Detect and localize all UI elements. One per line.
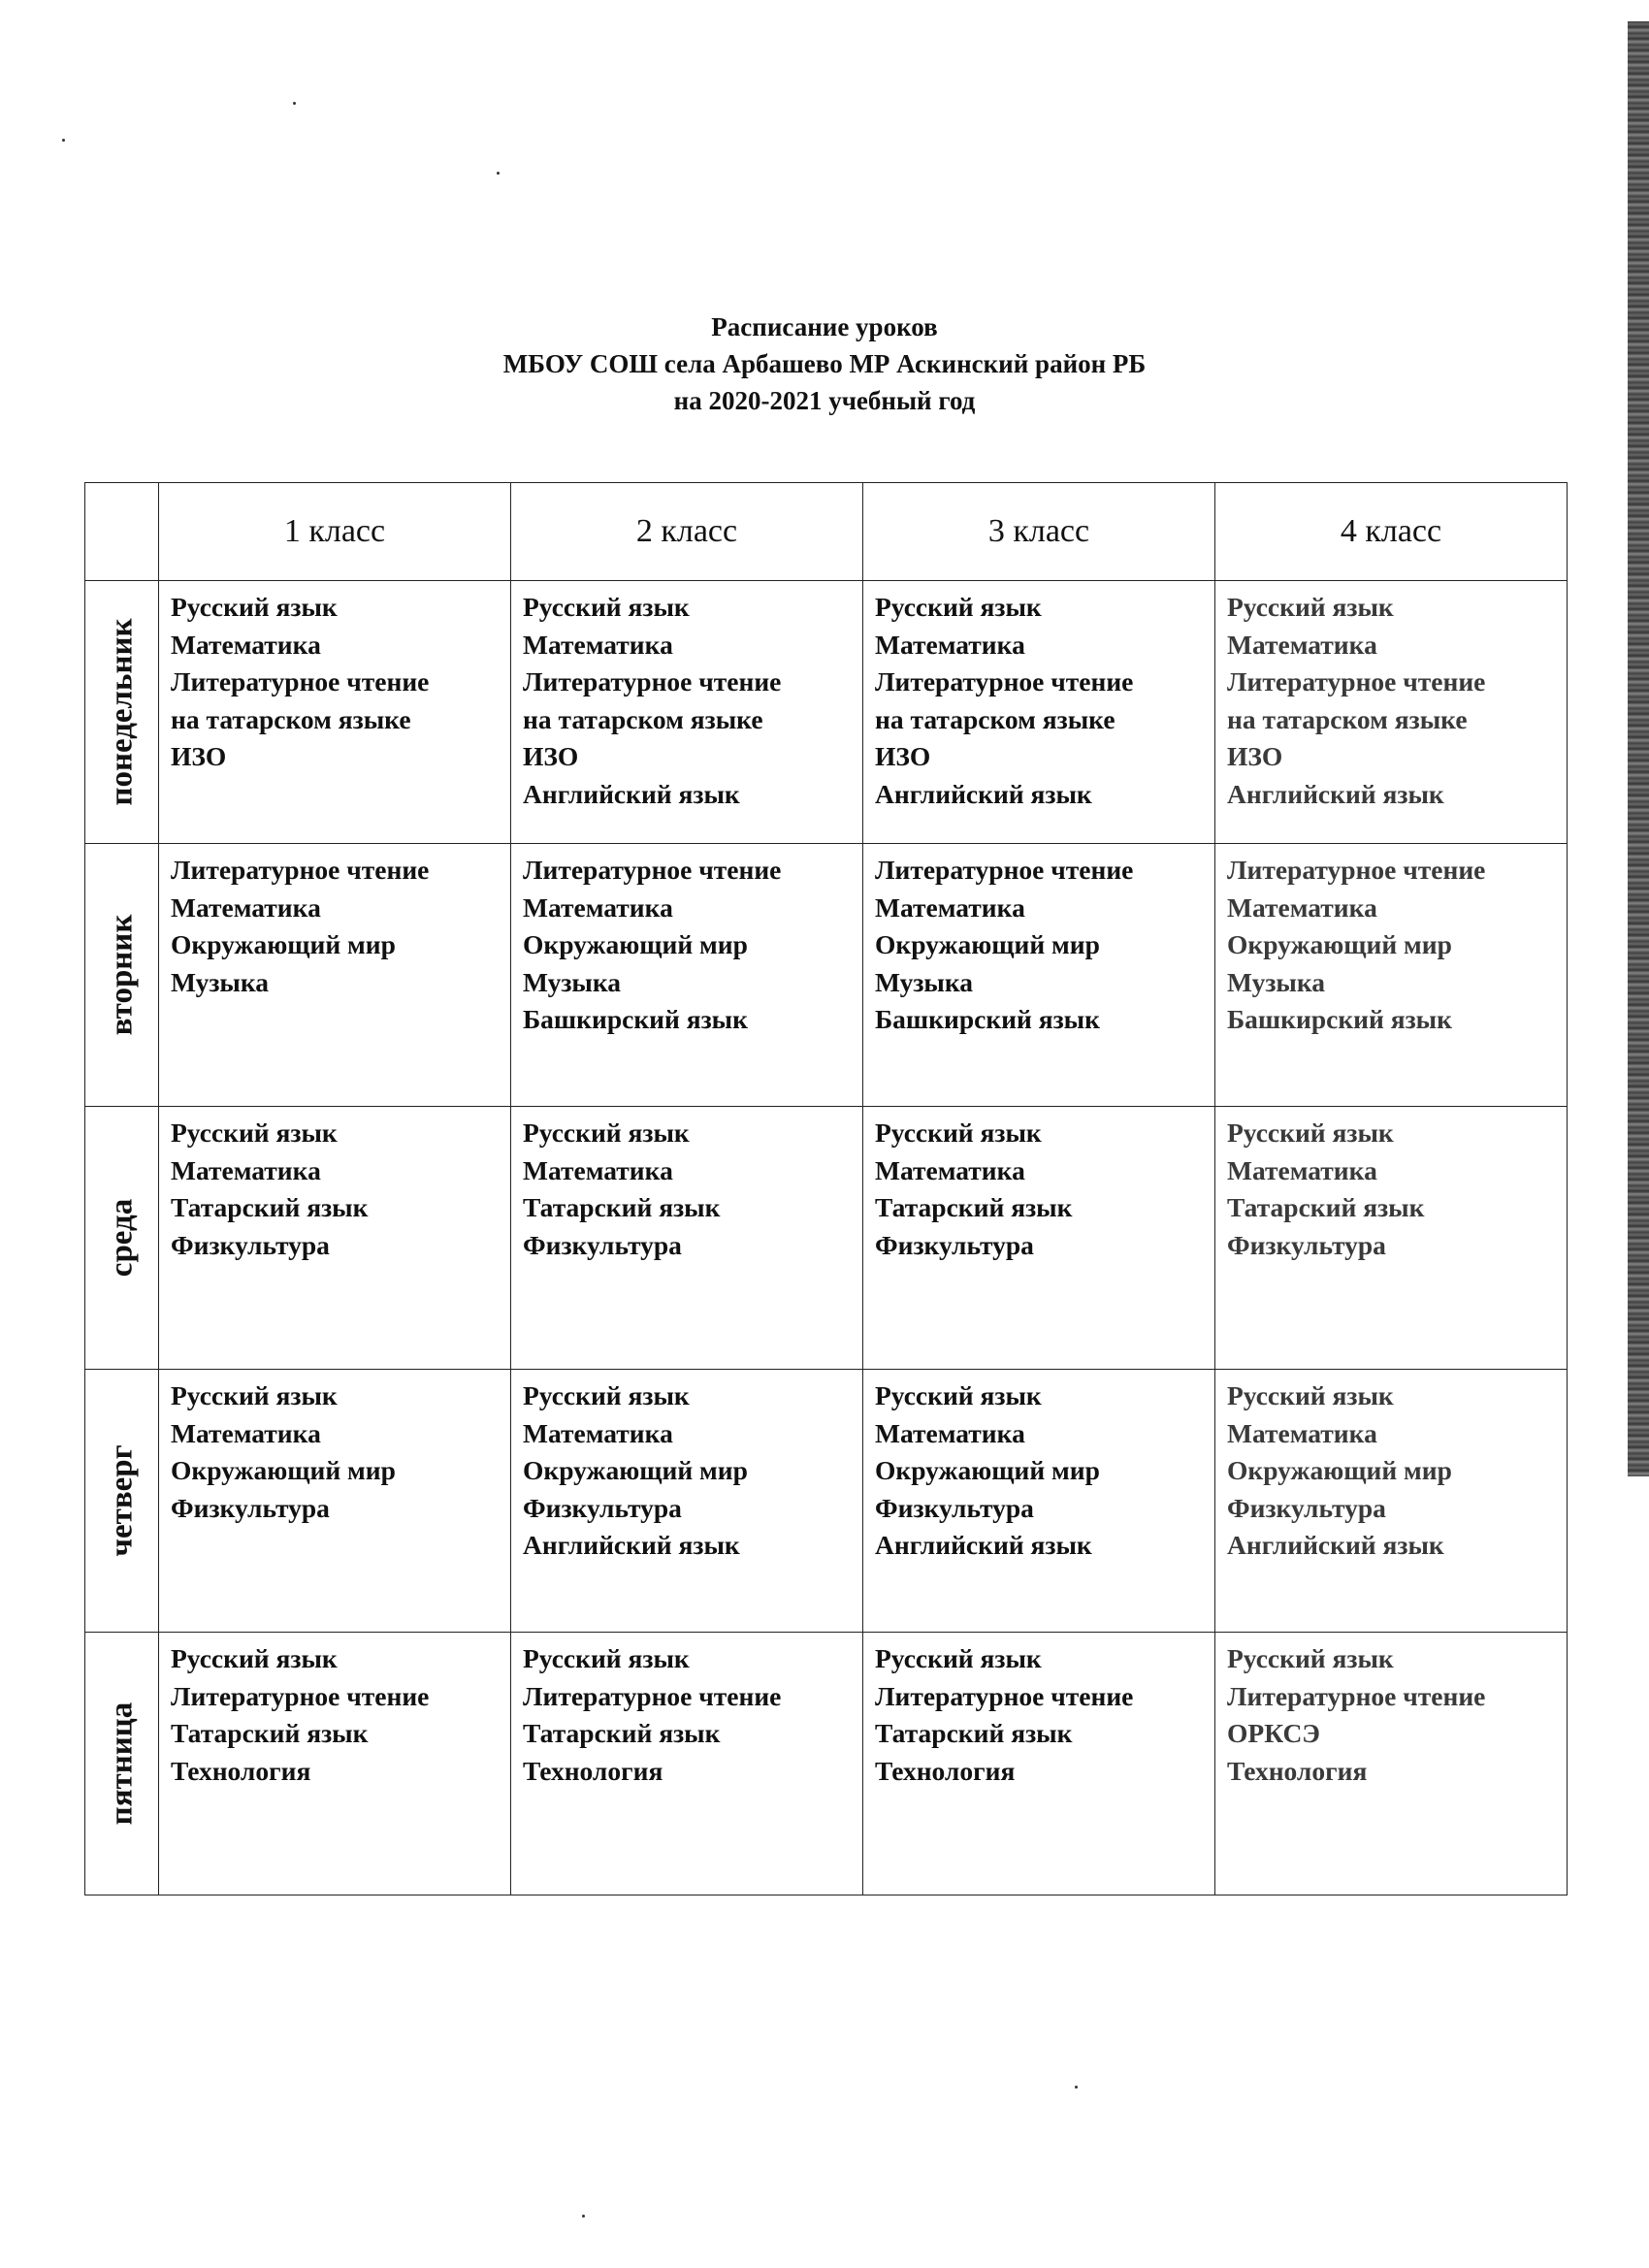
lesson-item: на татарском языке <box>171 703 411 734</box>
lesson-cell <box>159 1370 511 1633</box>
lesson-item: Английский язык <box>875 778 1092 809</box>
lesson-item: Литературное чтение <box>171 666 430 697</box>
lesson-item: Литературное чтение <box>1227 1680 1486 1711</box>
lesson-item: Окружающий мир <box>1227 929 1452 959</box>
lesson-item: Технология <box>171 1755 311 1786</box>
lesson-item: ИЗО <box>523 741 579 771</box>
lesson-item: Литературное чтение <box>875 855 1134 885</box>
lesson-item: Технология <box>523 1755 663 1786</box>
schedule-table <box>84 482 1568 1895</box>
lesson-item: Музыка <box>523 966 622 997</box>
lesson-item: ИЗО <box>171 741 227 771</box>
day-row <box>85 844 1568 1107</box>
day-label: четверг <box>104 1444 139 1557</box>
lesson-item: Русский язык <box>523 1643 690 1673</box>
lesson-item: Английский язык <box>1227 1530 1444 1560</box>
title-line-3: на 2020-2021 учебный год <box>673 386 976 415</box>
lesson-item: Литературное чтение <box>523 855 782 885</box>
lesson-item: Русский язык <box>1227 592 1394 622</box>
day-row <box>85 1107 1568 1370</box>
lesson-item: Математика <box>875 629 1025 660</box>
lesson-item: Математика <box>171 629 321 660</box>
scan-speck <box>293 102 296 105</box>
lesson-cell <box>159 1107 511 1370</box>
lesson-item: Математика <box>875 1154 1025 1185</box>
lesson-item: ИЗО <box>875 741 931 771</box>
lesson-item: Татарский язык <box>171 1718 369 1748</box>
lesson-item: Русский язык <box>1227 1118 1394 1148</box>
lesson-cell <box>1215 844 1568 1107</box>
lesson-item: на татарском языке <box>523 703 763 734</box>
lesson-item: Татарский язык <box>1227 1192 1425 1222</box>
class-header: 1 класс <box>159 483 511 581</box>
lesson-item: Русский язык <box>171 592 338 622</box>
lesson-cell <box>1215 1633 1568 1895</box>
lesson-item: Математика <box>1227 1154 1377 1185</box>
lesson-item: Русский язык <box>875 1643 1042 1673</box>
lesson-item: Литературное чтение <box>1227 855 1486 885</box>
day-cell <box>85 1370 159 1633</box>
lesson-item: Физкультура <box>523 1229 682 1260</box>
day-row <box>85 1633 1568 1895</box>
lesson-item: Татарский язык <box>523 1192 721 1222</box>
lesson-item: Литературное чтение <box>523 1680 782 1711</box>
lesson-item: Математика <box>171 1417 321 1448</box>
lesson-item: Математика <box>1227 1417 1377 1448</box>
day-label: вторник <box>104 914 139 1036</box>
lesson-item: Окружающий мир <box>875 929 1100 959</box>
lesson-item: Английский язык <box>875 1530 1092 1560</box>
day-cell <box>85 1633 159 1895</box>
lesson-item: Окружающий мир <box>523 1455 748 1485</box>
day-label: среда <box>104 1198 139 1278</box>
lesson-item: ОРКСЭ <box>1227 1718 1320 1748</box>
lesson-cell <box>1215 581 1568 844</box>
lesson-cell <box>863 844 1215 1107</box>
lesson-item: Английский язык <box>523 778 740 809</box>
lesson-item: Русский язык <box>875 1380 1042 1410</box>
lesson-cell <box>1215 1370 1568 1633</box>
lesson-item: Окружающий мир <box>171 929 396 959</box>
lesson-cell <box>511 581 863 844</box>
lesson-item: Математика <box>523 629 673 660</box>
class-header: 2 класс <box>511 483 863 581</box>
lesson-item: Музыка <box>171 966 270 997</box>
scan-speck <box>1075 2086 1078 2089</box>
class-header: 4 класс <box>1215 483 1568 581</box>
lesson-item: Русский язык <box>523 592 690 622</box>
lesson-item: Музыка <box>1227 966 1326 997</box>
lesson-cell <box>863 1107 1215 1370</box>
lesson-item: Математика <box>875 891 1025 923</box>
scan-speck <box>497 172 500 175</box>
lesson-item: Математика <box>875 1417 1025 1448</box>
lesson-item: Математика <box>523 1417 673 1448</box>
lesson-cell <box>159 844 511 1107</box>
document-title <box>0 308 1649 419</box>
lesson-item: Литературное чтение <box>171 1680 430 1711</box>
lesson-item: Литературное чтение <box>1227 666 1486 697</box>
lesson-item: Физкультура <box>1227 1229 1386 1260</box>
lesson-cell <box>159 581 511 844</box>
lesson-item: Физкультура <box>171 1492 330 1523</box>
lesson-item: Технология <box>875 1755 1016 1786</box>
class-header-row <box>85 483 1568 581</box>
day-row <box>85 581 1568 844</box>
lesson-item: Русский язык <box>523 1118 690 1148</box>
lesson-item: Математика <box>171 891 321 923</box>
lesson-item: Русский язык <box>171 1380 338 1410</box>
lesson-item: Русский язык <box>1227 1643 1394 1673</box>
lesson-item: Русский язык <box>171 1118 338 1148</box>
lesson-item: на татарском языке <box>1227 703 1468 734</box>
lesson-item: Английский язык <box>523 1530 740 1560</box>
lesson-item: Литературное чтение <box>875 1680 1134 1711</box>
lesson-item: Литературное чтение <box>171 855 430 885</box>
lesson-item: Математика <box>1227 629 1377 660</box>
day-cell <box>85 1107 159 1370</box>
lesson-item: Физкультура <box>875 1492 1034 1523</box>
lesson-item: Татарский язык <box>523 1718 721 1748</box>
lesson-item: Математика <box>523 1154 673 1185</box>
lesson-cell <box>863 1633 1215 1895</box>
lesson-item: Татарский язык <box>875 1718 1073 1748</box>
lesson-item: Окружающий мир <box>875 1455 1100 1485</box>
lesson-item: Татарский язык <box>875 1192 1073 1222</box>
lesson-cell <box>863 581 1215 844</box>
lesson-item: Технология <box>1227 1755 1368 1786</box>
lesson-item: Окружающий мир <box>171 1455 396 1485</box>
lesson-item: Физкультура <box>171 1229 330 1260</box>
lesson-item: Окружающий мир <box>1227 1455 1452 1485</box>
lesson-item: Литературное чтение <box>523 666 782 697</box>
lesson-cell <box>511 1370 863 1633</box>
scan-speck <box>62 139 65 142</box>
lesson-item: ИЗО <box>1227 741 1283 771</box>
lesson-item: на татарском языке <box>875 703 1116 734</box>
lesson-item: Татарский язык <box>171 1192 369 1222</box>
lesson-item: Русский язык <box>875 1118 1042 1148</box>
lesson-item: Башкирский язык <box>1227 1004 1452 1034</box>
lesson-item: Математика <box>523 891 673 923</box>
lesson-item: Физкультура <box>523 1492 682 1523</box>
lesson-item: Музыка <box>875 966 974 997</box>
day-cell <box>85 844 159 1107</box>
lesson-item: Русский язык <box>1227 1380 1394 1410</box>
scan-speck <box>582 2215 585 2218</box>
lesson-item: Английский язык <box>1227 778 1444 809</box>
lesson-item: Русский язык <box>523 1380 690 1410</box>
lesson-item: Башкирский язык <box>875 1004 1100 1034</box>
title-line-2: МБОУ СОШ села Арбашево МР Аскинский район РБ <box>502 349 1147 378</box>
day-cell <box>85 581 159 844</box>
day-label: понедельник <box>104 618 139 806</box>
lesson-item: Окружающий мир <box>523 929 748 959</box>
lesson-item: Физкультура <box>875 1229 1034 1260</box>
lesson-cell <box>863 1370 1215 1633</box>
day-label: пятница <box>104 1701 139 1826</box>
scan-edge-artifact <box>1628 21 1649 1476</box>
lesson-item: Русский язык <box>171 1643 338 1673</box>
corner-cell <box>85 483 159 581</box>
lesson-cell <box>511 844 863 1107</box>
lesson-item: Башкирский язык <box>523 1004 748 1034</box>
lesson-item: Математика <box>1227 891 1377 923</box>
lesson-item: Литературное чтение <box>875 666 1134 697</box>
lesson-cell <box>511 1633 863 1895</box>
class-header: 3 класс <box>863 483 1215 581</box>
lesson-cell <box>159 1633 511 1895</box>
lesson-cell <box>1215 1107 1568 1370</box>
lesson-item: Русский язык <box>875 592 1042 622</box>
lesson-item: Физкультура <box>1227 1492 1386 1523</box>
day-row <box>85 1370 1568 1633</box>
title-line-1: Расписание уроков <box>711 312 938 341</box>
lesson-item: Математика <box>171 1154 321 1185</box>
lesson-cell <box>511 1107 863 1370</box>
